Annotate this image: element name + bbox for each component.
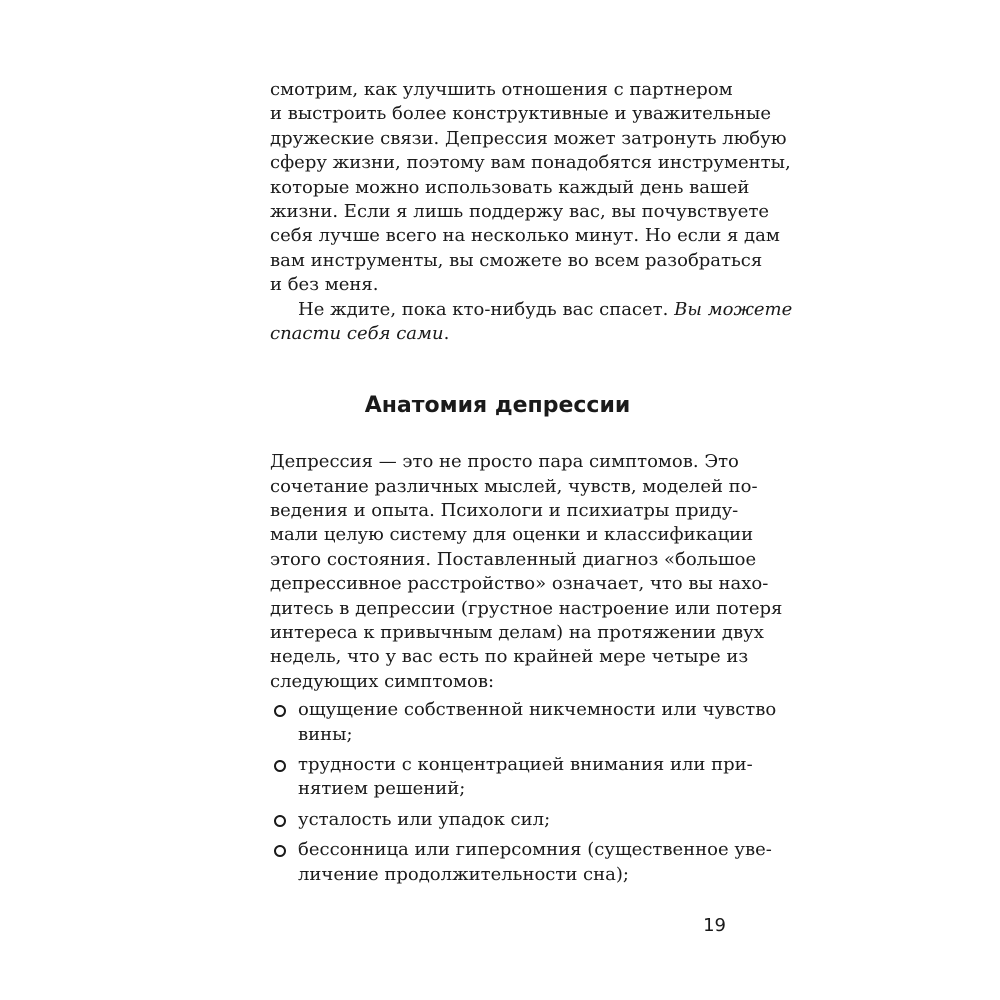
text-line: депрессивное расстройство» означает, что вы нахо-	[270, 573, 769, 595]
text-line: себя лучше всего на несколько минут. Но если я дам	[270, 225, 780, 247]
list-item-text: трудности с концентрацией внимания или при-	[298, 753, 753, 775]
text-line: и без меня.	[270, 274, 379, 296]
text-line	[270, 322, 725, 346]
intro-paragraph	[270, 78, 791, 298]
text-line: Депрессия — это не просто пара симптомов. Это	[270, 451, 739, 473]
circle-bullet-icon	[274, 760, 286, 772]
closing-text: .	[443, 322, 450, 344]
list-item-text: ощущение собственной никчемности или чувство	[298, 699, 777, 721]
text-line: сочетание различных мыслей, чувств, моделей по-	[270, 475, 758, 497]
circle-bullet-icon	[274, 705, 286, 717]
symptom-list	[270, 698, 777, 887]
text-line: жизни. Если я лишь поддержу вас, вы почувствуете	[270, 200, 770, 222]
list-item	[270, 698, 777, 747]
list-item-text: вины;	[298, 723, 353, 745]
list-item	[270, 808, 725, 832]
text-line: следующих симптомов:	[270, 670, 495, 692]
text-line: которые можно использовать каждый день вашей	[270, 176, 750, 198]
text-line: вам инструменты, вы сможете во всем разобраться	[270, 249, 763, 271]
text-line: смотрим, как улучшить отношения с партнером	[270, 79, 733, 100]
text-line: интереса к привычным делам) на протяжении двух	[270, 622, 764, 644]
closing-emphasis: Вы можете	[674, 298, 793, 320]
text-line: мали целую систему для оценки и классификации	[270, 524, 754, 546]
list-item-text: усталость или упадок сил;	[298, 808, 551, 830]
page-body	[270, 78, 793, 893]
closing-text: Не ждите, пока кто-нибудь вас спасет.	[298, 298, 675, 320]
text-line: недель, что у вас есть по крайней мере четыре из	[270, 646, 749, 668]
section-heading: Анатомия депрессии	[364, 393, 631, 419]
list-item	[270, 753, 753, 802]
circle-bullet-icon	[274, 815, 286, 827]
circle-bullet-icon	[274, 845, 286, 857]
list-item-text: нятием решений;	[298, 778, 466, 800]
text-line: сферу жизни, поэтому вам понадобятся инструменты,	[270, 152, 791, 174]
section-paragraph	[270, 450, 783, 694]
list-item-text: бессонница или гиперсомния (существенное уве-	[298, 839, 772, 861]
text-line: этого состояния. Поставленный диагноз «большое	[270, 548, 757, 570]
list-item-text: личение продолжительности сна);	[298, 863, 629, 885]
closing-emphasis: спасти себя сами	[270, 322, 444, 344]
closing-paragraph	[270, 298, 793, 347]
text-line	[270, 298, 793, 322]
page-number: 19	[703, 915, 726, 936]
text-line: и выстроить более конструктивные и уважительные	[270, 103, 772, 125]
list-item	[270, 838, 772, 887]
text-line: дитесь в депрессии (грустное настроение или потеря	[270, 597, 783, 619]
text-line: ведения и опыта. Психологи и психиатры приду-	[270, 500, 739, 522]
text-line: дружеские связи. Депрессия может затронуть любую	[270, 127, 787, 149]
